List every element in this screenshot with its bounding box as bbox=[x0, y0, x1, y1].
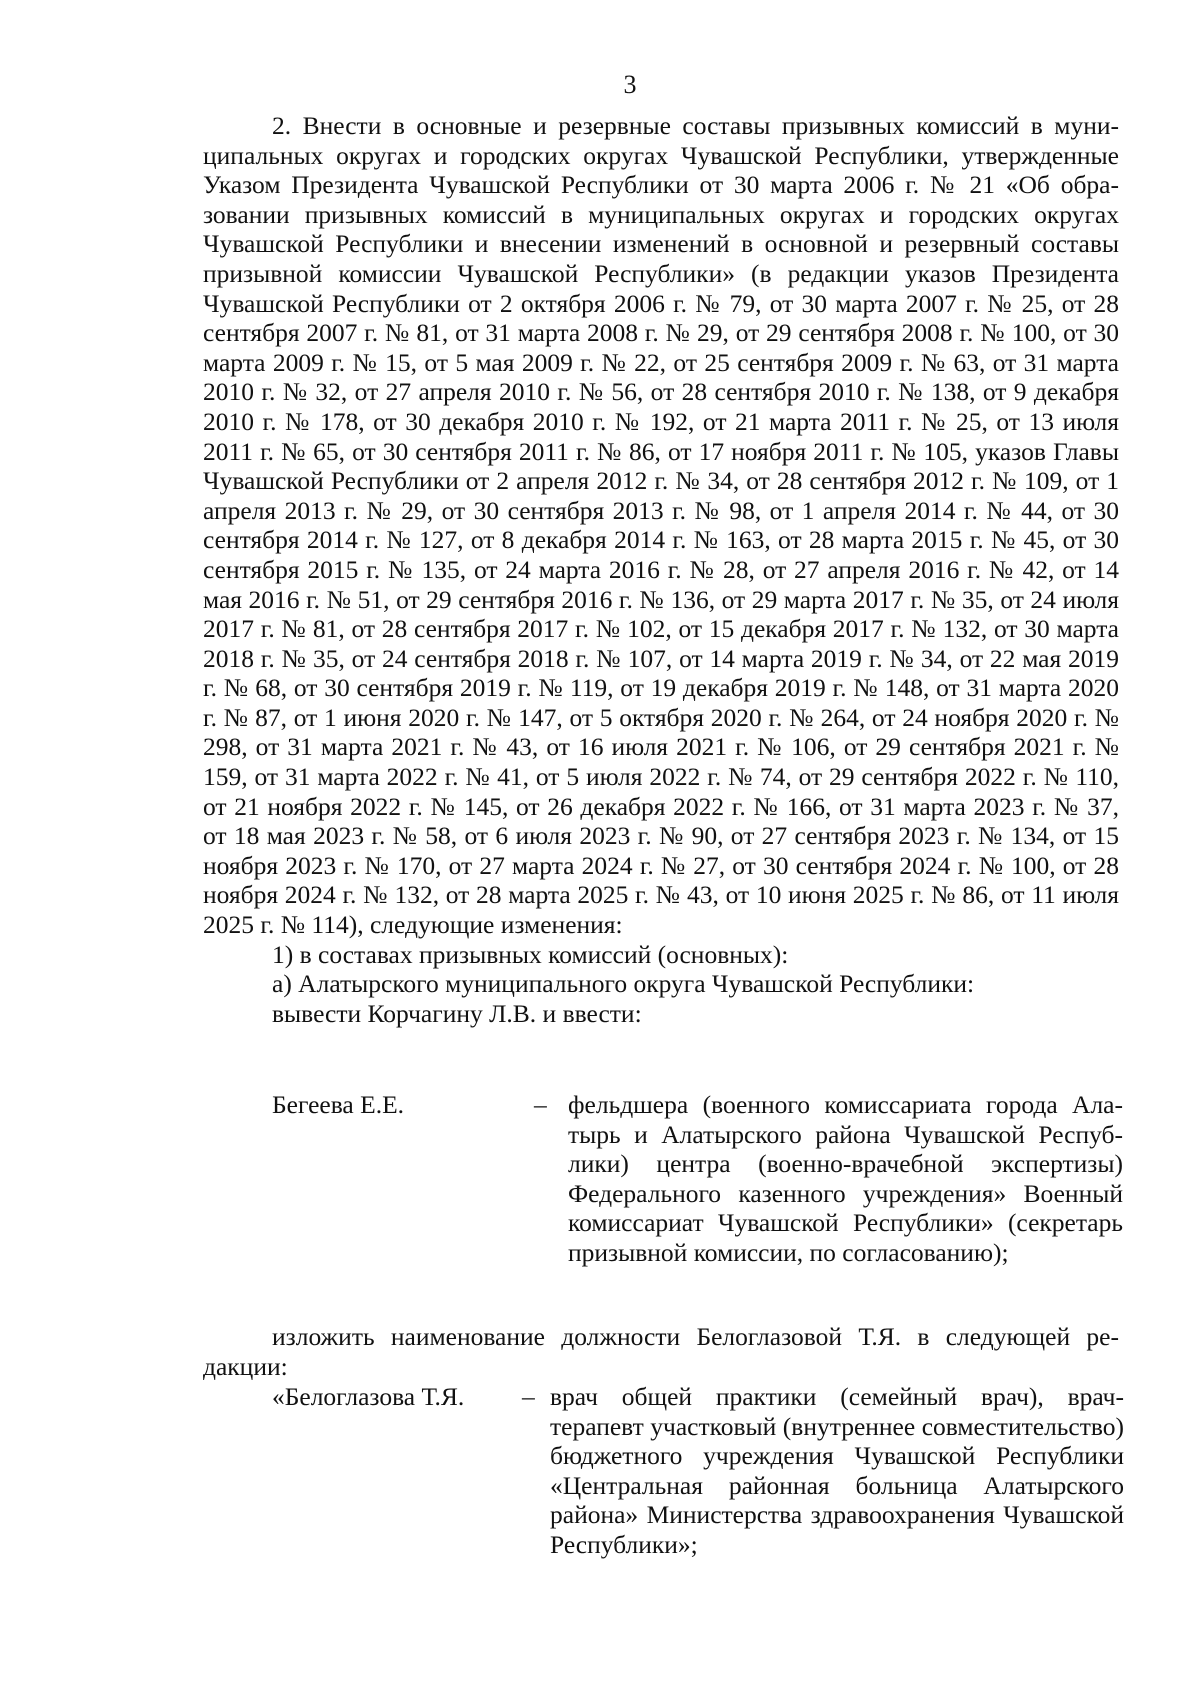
entry-description: фельдшера (военного комиссариата города Алатырь и Алатырского района Чувашской Республики) центра (военно-врачебной экспертизы) Федерального казенного учреждения» Военный комиссариат Чувашской Республики» (секретарь призывной комиссии, по согласованию); bbox=[568, 1090, 1123, 1267]
item-1: 1) в составах призывных комиссий (основных): bbox=[272, 939, 789, 969]
paragraph-rename: изложить наименование должности Белоглазовой Т.Я. в следующей редакции: bbox=[203, 1322, 1119, 1381]
paragraph-2: 2. Внести в основные и резервные составы призывных комиссий в муниципальных округах и городских округах Чувашской Республики, утвержденные Указом Президента Чувашской Республики от 30 марта 2006 г. № 21 «Об образовании призывных комиссий в муниципальных округах и городских округах Чувашской Республики и внесении изменений в основной и резервный составы призывной комиссии Чувашской Республики» (в редакции указов Президента Чувашской Республики от 2 октября 2006 г. № 79, от 30 марта 2007 г. № 25, от 28 сентября 2007 г. № 81, от 31 марта 2008 г. № 29, от 29 сентября 2008 г. № 100, от 30 марта 2009 г. № 15, от 5 мая 2009 г. № 22, от 25 сентября 2009 г. № 63, от 31 марта 2010 г. № 32, от 27 апреля 2010 г. № 56, от 28 сентября 2010 г. № 138, от 9 декабря 2010 г. № 178, от 30 декабря 2010 г. № 192, от 21 марта 2011 г. № 25, от 13 июля 2011 г. № 65, от 30 сентября 2011 г. № 86, от 17 ноября 2011 г. № 105, указов Главы Чувашской Республики от 2 апреля 2012 г. № 34, от 28 сентября 2012 г. № 109, от 1 апреля 2013 г. № 29, от 30 сентября 2013 г. № 98, от 1 апреля 2014 г. № 44, от 30 сентября 2014 г. № 127, от 8 декабря 2014 г. № 163, от 28 марта 2015 г. № 45, от 30 сентября 2015 г. № 135, от 24 марта 2016 г. № 28, от 27 апреля 2016 г. № 42, от 14 мая 2016 г. № 51, от 29 сентября 2016 г. № 136, от 29 марта 2017 г. № 35, от 24 июля 2017 г. № 81, от 28 сентября 2017 г. № 102, от 15 декабря 2017 г. № 132, от 30 марта 2018 г. № 35, от 24 сентября 2018 г. № 107, от 14 марта 2019 г. № 34, от 22 мая 2019 г. № 68, от 30 сентября 2019 г. № 119, от 19 декабря 2019 г. № 148, от 31 марта 2020 г. № 87, от 1 июня 2020 г. № 147, от 5 октября 2020 г. № 264, от 24 ноября 2020 г. № 298, от 31 марта 2021 г. № 43, от 16 июля 2021 г. № 106, от 29 сентября 2021 г. № 159, от 31 марта 2022 г. № 41, от 5 июля 2022 г. № 74, от 29 сентября 2022 г. № 110, от 21 ноября 2022 г. № 145, от 26 декабря 2022 г. № 166, от 31 марта 2023 г. № 37, от 18 мая 2023 г. № 58, от 6 июля 2023 г. № 90, от 27 сентября 2023 г. № 134, от 15 ноября 2023 г. № 170, от 27 марта 2024 г. № 27, от 30 сентября 2024 г. № 100, от 28 ноября 2024 г. № 132, от 28 марта 2025 г. № 43, от 10 июня 2025 г. № 86, от 11 июля 2025 г. № 114), следующие изменения: bbox=[203, 111, 1119, 940]
entry-description: врач общей практики (семейный врач), врач-терапевт участковый (внутреннее совместительство) бюджетного учреждения Чувашской Республики «Центральная районная больница Алатырского района» Министерства здравоохранения Чувашской Республики»; bbox=[550, 1382, 1124, 1559]
entry-dash: – bbox=[522, 1382, 535, 1411]
item-a: а) Алатырского муниципального округа Чувашской Республики: bbox=[272, 969, 975, 999]
entry-name: «Белоглазова Т.Я. bbox=[272, 1382, 465, 1411]
commission-entry-begeeva bbox=[272, 1090, 1122, 1270]
main-text bbox=[203, 111, 1119, 1028]
commission-entry-beloglazova bbox=[272, 1382, 1122, 1592]
entry-name: Бегеева Е.Е. bbox=[272, 1090, 405, 1119]
page-number: 3 bbox=[623, 70, 637, 99]
entry-dash: – bbox=[534, 1090, 547, 1119]
item-a-action: вывести Корчагину Л.В. и ввести: bbox=[272, 998, 642, 1028]
